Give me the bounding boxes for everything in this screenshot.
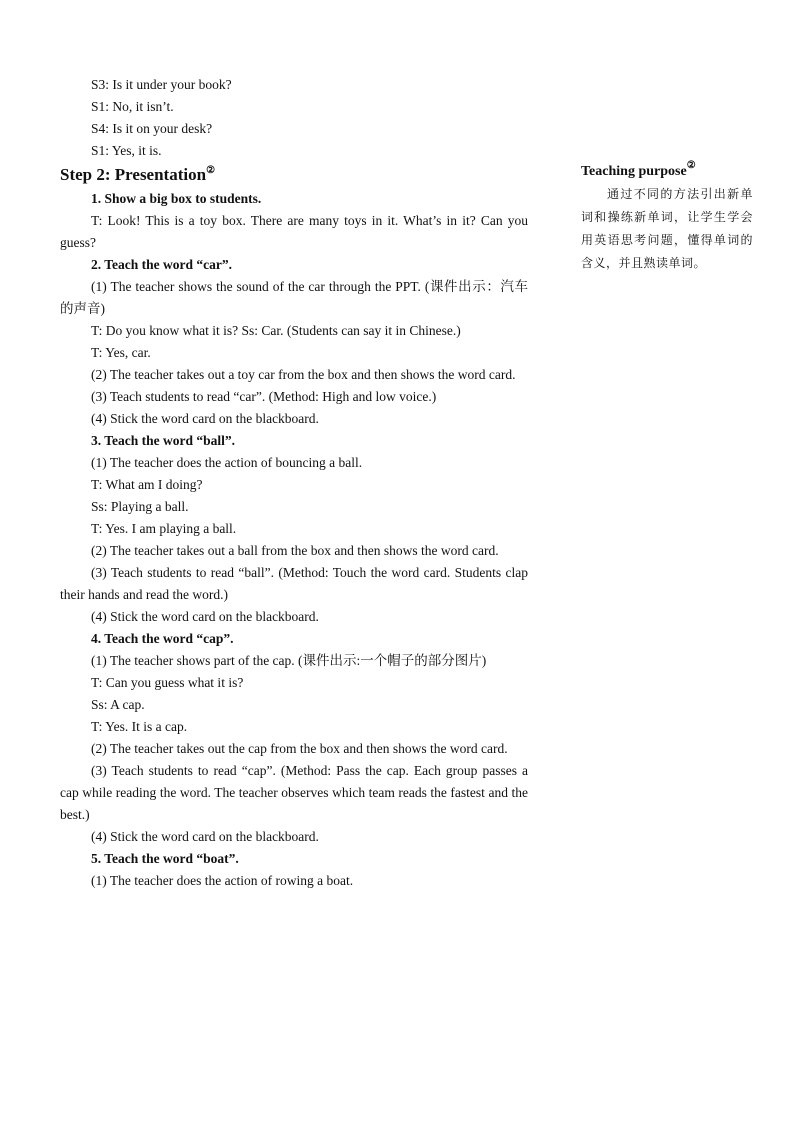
body-line: (3) Teach students to read “ball”. (Method: Touch the word card. Students clap their hands and read the word.) [60, 565, 528, 602]
body-line: T: Can you guess what it is? [91, 675, 244, 690]
note-title-text: Teaching purpose [581, 164, 687, 179]
body-line: (1) The teacher does the action of rowing a boat. [91, 873, 354, 888]
body-line: Ss: A cap. [91, 697, 145, 712]
lesson-body [60, 74, 528, 892]
body-line: (1) The teacher shows the sound of the car through the PPT. (课件出示：汽车的声音) [60, 279, 528, 316]
body-line: (1) The teacher shows part of the cap. (课件出示:一个帽子的部分图片) [91, 653, 487, 668]
body-line: Ss: Playing a ball. [91, 499, 189, 514]
section-heading: 5. Teach the word “boat”. [91, 851, 239, 866]
section-heading: 2. Teach the word “car”. [91, 257, 232, 272]
footnote-marker: ② [686, 160, 696, 171]
body-line: (2) The teacher takes out a toy car from the box and then shows the word card. [91, 367, 516, 382]
body-line: T: Yes. It is a cap. [91, 719, 188, 734]
footnote-marker: ② [206, 165, 216, 176]
body-line: (2) The teacher takes out the cap from the box and then shows the word card. [91, 741, 508, 756]
note-title [581, 160, 753, 183]
dialogue-line: S4: Is it on your desk? [91, 121, 213, 136]
body-line: (4) Stick the word card on the blackboard. [91, 411, 319, 426]
step-heading [60, 162, 528, 188]
section-heading: 4. Teach the word “cap”. [91, 631, 234, 646]
body-line: (3) Teach students to read “car”. (Method: High and low voice.) [91, 389, 437, 404]
body-line: T: Yes. I am playing a ball. [91, 521, 237, 536]
body-line: (4) Stick the word card on the blackboard. [91, 829, 319, 844]
body-line: (1) The teacher does the action of bouncing a ball. [91, 455, 363, 470]
body-line: T: Yes, car. [91, 345, 151, 360]
body-line: T: Do you know what it is? Ss: Car. (Students can say it in Chinese.) [91, 323, 461, 338]
section-heading: 3. Teach the word “ball”. [91, 433, 236, 448]
body-line: (4) Stick the word card on the blackboard. [91, 609, 319, 624]
step-title: Step 2: Presentation [60, 165, 207, 184]
body-line: (3) Teach students to read “cap”. (Method: Pass the cap. Each group passes a cap while reading the word. The teacher observes which team reads the fastest and the best.) [60, 763, 528, 822]
dialogue-line: S1: No, it isn’t. [91, 99, 174, 114]
dialogue-line: S3: Is it under your book? [91, 77, 232, 92]
body-line: T: What am I doing? [91, 477, 203, 492]
dialogue-line: S1: Yes, it is. [91, 143, 162, 158]
body-line: T: Look! This is a toy box. There are many toys in it. What’s in it? Can you guess? [60, 213, 528, 250]
section-heading: 1. Show a big box to students. [91, 191, 262, 206]
body-line: (2) The teacher takes out a ball from the box and then shows the word card. [91, 543, 499, 558]
teaching-purpose-note [581, 160, 753, 275]
note-text: 通过不同的方法引出新单词和操练新单词，让学生学会用英语思考问题，懂得单词的含义，并且熟读单词。 [581, 187, 753, 270]
